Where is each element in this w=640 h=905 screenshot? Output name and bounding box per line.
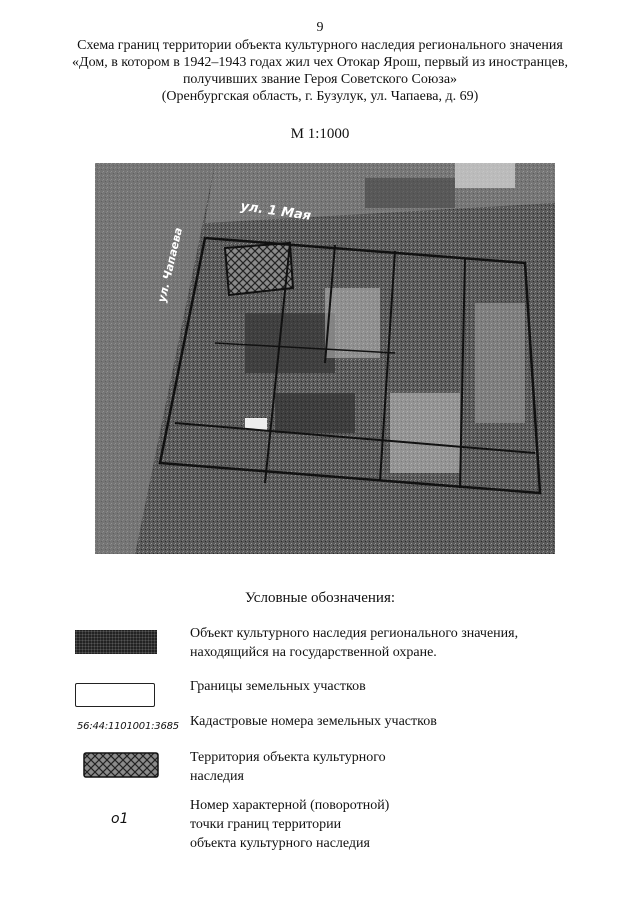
legend-label-boundary-point: Номер характерной (поворотной) точки границ территории объекта культурного наследия (190, 798, 390, 851)
document-title (30, 37, 610, 105)
cadastral-number-sample: 56:44:1101001:3685 (77, 721, 179, 732)
street-label-1-maya: ул. 1 Мая (239, 199, 312, 224)
title-line-3: получивших звание Героя Советского Союза» (182, 72, 458, 87)
street-label-chapaeva: ул. Чапаева (155, 226, 186, 304)
legend-label-parcel-boundaries: Границы земельных участков (190, 679, 366, 694)
parcel-boundary-swatch (75, 683, 155, 707)
legend-title: Условные обозначения: (244, 590, 396, 606)
aerial-map-drawing (95, 163, 555, 554)
page-number: 9 (316, 20, 324, 35)
heritage-object-swatch (75, 630, 157, 654)
title-line-4: (Оренбургская область, г. Бузулук, ул. Чапаева, д. 69) (161, 89, 479, 104)
legend-label-heritage-territory: Территория объекта культурного наследия (190, 750, 386, 784)
map-scale: М 1:1000 (290, 126, 350, 142)
aerial-map (95, 163, 555, 554)
legend-label-heritage-object: Объект культурного наследия регионального значения, находящийся на государственной охране. (190, 626, 519, 660)
title-line-1: Схема границ территории объекта культурного наследия регионального значения (77, 38, 563, 53)
legend-label-cadastral-numbers: Кадастровые номера земельных участков (190, 714, 437, 729)
point-number-sample: о1 (111, 811, 129, 827)
title-line-2: «Дом, в котором в 1942–1943 годах жил чех Отокар Ярош, первый из иностранцев, (72, 55, 568, 70)
territory-hatch-swatch (83, 752, 159, 778)
